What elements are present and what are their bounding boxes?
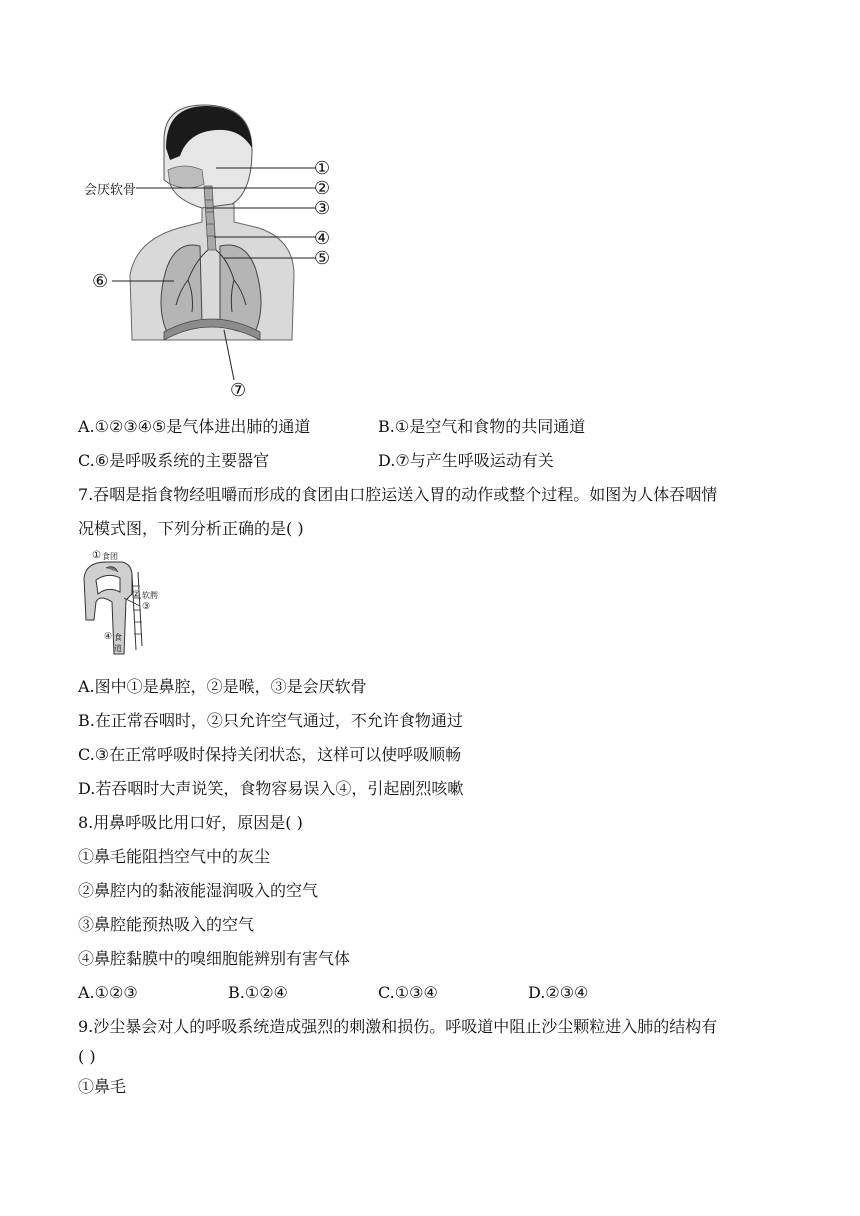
q8-statement-1: ①鼻毛能阻挡空气中的灰尘 [78, 847, 271, 866]
q9-stem-line-1: 9.沙尘暴会对人的呼吸系统造成强烈的刺激和损伤。呼吸道中阻止沙尘颗粒进入肺的结构有 [78, 1017, 718, 1036]
swallow-label-2: ② [132, 590, 141, 600]
swallowing-figure [78, 550, 160, 658]
q6-option-c: C.⑥是呼吸系统的主要器官 [78, 451, 270, 470]
marker-6: ⑥ [92, 271, 109, 292]
q7-option-a: A.图中①是鼻腔，②是喉，③是会厌软骨 [78, 677, 367, 696]
q6-option-a: A.①②③④⑤是气体进出肺的通道 [78, 417, 311, 436]
swallow-label-4: ④ [104, 632, 113, 642]
q6-option-d: D.⑦与产生呼吸运动有关 [378, 451, 554, 470]
q8-option-b: B.①②④ [228, 983, 288, 1002]
marker-5: ⑤ [314, 248, 331, 269]
marker-1: ① [314, 158, 331, 179]
swallow-label-1: ① [92, 550, 101, 561]
q8-option-c: C.①③④ [378, 983, 438, 1002]
swallow-label-bolus: 食团 [102, 552, 118, 561]
swallow-label-3: ③ [142, 602, 151, 612]
epiglottis-label: 会厌软骨 [84, 183, 137, 198]
marker-4: ④ [314, 228, 331, 249]
q7-option-d: D.若吞咽时大声说笑，食物容易误入④，引起剧烈咳嗽 [78, 779, 464, 798]
respiratory-system-figure [84, 100, 354, 405]
swallow-label-esophagus-1: 食 [114, 633, 122, 642]
q8-statement-4: ④鼻腔黏膜中的嗅细胞能辨别有害气体 [78, 949, 351, 968]
q8-statement-2: ②鼻腔内的黏液能湿润吸入的空气 [78, 881, 319, 900]
q8-option-d: D.②③④ [528, 983, 589, 1002]
q8-stem: 8.用鼻呼吸比用口好，原因是( ) [78, 813, 303, 832]
swallow-label-soft-palate: 软腭 [142, 591, 158, 600]
q8-option-a: A.①②③ [78, 983, 138, 1002]
q7-option-c: C.③在正常呼吸时保持关闭状态，这样可以使呼吸顺畅 [78, 745, 462, 764]
q8-statement-3: ③鼻腔能预热吸入的空气 [78, 915, 255, 934]
q7-option-b: B.在正常吞咽时，②只允许空气通过，不允许食物通过 [78, 711, 463, 730]
q7-stem-line-2: 况模式图，下列分析正确的是( ) [78, 519, 304, 538]
marker-3: ③ [314, 198, 331, 219]
q9-statement-1: ①鼻毛 [78, 1077, 127, 1096]
marker-7: ⑦ [230, 380, 247, 401]
swallow-label-esophagus-2: 道 [114, 644, 122, 653]
q7-stem-line-1: 7.吞咽是指食物经咀嚼而形成的食团由口腔运送入胃的动作或整个过程。如图为人体吞咽情 [78, 485, 718, 504]
q9-stem-line-2: ( ) [78, 1047, 96, 1066]
q6-option-b: B.①是空气和食物的共同通道 [378, 417, 586, 436]
marker-2: ② [314, 178, 331, 199]
